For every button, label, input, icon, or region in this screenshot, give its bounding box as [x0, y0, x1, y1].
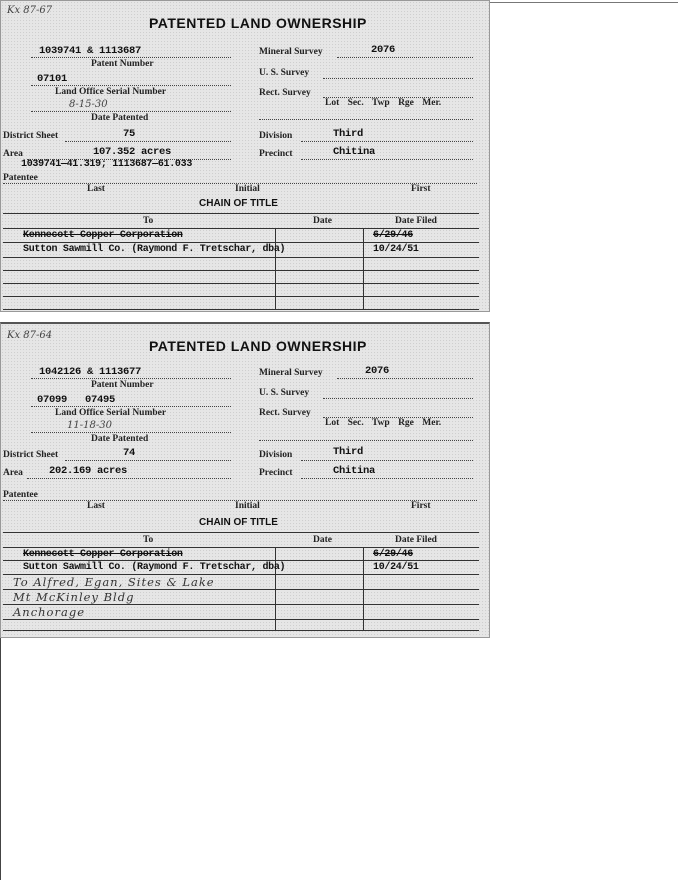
mineral-survey-value: 2076 — [365, 365, 390, 377]
date-patented-label: Date Patented — [91, 434, 149, 444]
initial-label: Initial — [235, 184, 260, 194]
chain-row-2-to: Sutton Sawmill Co. (Raymond F. Tretschar, dba) — [23, 562, 286, 573]
serial-number-label: Land Office Serial Number — [55, 87, 167, 97]
serial-number-label: Land Office Serial Number — [55, 408, 167, 418]
ownership-card-2 — [0, 322, 490, 638]
rect-survey-label: Rect. Survey — [259, 88, 311, 98]
date-column-header: Date — [313, 216, 332, 226]
date-patented-label: Date Patented — [91, 113, 149, 123]
precinct-label: Precinct — [259, 468, 293, 478]
date-patented-value: 8-15-30 — [69, 99, 108, 110]
initial-label: Initial — [235, 501, 260, 511]
area-label: Area — [3, 468, 23, 478]
chain-row-2-filed: 10/24/51 — [373, 244, 419, 255]
division-label: Division — [259, 450, 293, 460]
mineral-survey-label: Mineral Survey — [259, 47, 323, 57]
district-sheet-label: District Sheet — [3, 131, 59, 141]
district-sheet-value: 75 — [123, 128, 136, 140]
precinct-value: Chitina — [333, 465, 376, 477]
last-label: Last — [87, 501, 105, 511]
card-title: PATENTED LAND OWNERSHIP — [149, 338, 367, 354]
area-detail: 1039741—41.319; 1113687—61.033 — [21, 159, 193, 170]
chain-row-2-to: Sutton Sawmill Co. (Raymond F. Tretschar, dba) — [23, 244, 286, 255]
division-value: Third — [333, 446, 364, 458]
chain-row-1-to: Kennecott Copper Corporation — [23, 549, 183, 560]
division-label: Division — [259, 131, 293, 141]
us-survey-label: U. S. Survey — [259, 68, 310, 78]
date-filed-column-header: Date Filed — [395, 535, 437, 545]
chain-of-title-heading: CHAIN OF TITLE — [199, 198, 278, 209]
handwritten-line-3: Anchorage — [13, 605, 86, 619]
chain-row-2-filed: 10/24/51 — [373, 562, 419, 573]
card-note: Kx 87-67 — [7, 5, 53, 16]
us-survey-label: U. S. Survey — [259, 388, 310, 398]
patent-number-value: 1042126 & 1113677 — [39, 366, 142, 378]
date-column-header: Date — [313, 535, 332, 545]
page-top-edge — [490, 2, 678, 3]
rect-survey-label: Rect. Survey — [259, 408, 311, 418]
chain-of-title-heading: CHAIN OF TITLE — [199, 517, 278, 528]
precinct-value: Chitina — [333, 146, 376, 158]
to-column-header: To — [143, 535, 154, 545]
area-label: Area — [3, 149, 23, 159]
handwritten-line-1: To Alfred, Egan, Sites & Lake — [13, 575, 215, 589]
first-label: First — [411, 184, 431, 194]
serial-number-value: 07101 — [37, 73, 68, 85]
handwritten-line-2: Mt McKinley Bldg — [13, 590, 135, 604]
date-filed-column-header: Date Filed — [395, 216, 437, 226]
area-value: 107.352 acres — [93, 146, 172, 158]
area-value: 202.169 acres — [49, 465, 128, 477]
chain-row-1-filed: 6/29/46 — [373, 230, 413, 241]
ownership-card-1 — [0, 0, 490, 312]
chain-row-1-to: Kennecott Copper Corporation — [23, 230, 183, 241]
first-label: First — [411, 501, 431, 511]
mineral-survey-value: 2076 — [371, 44, 396, 56]
patent-number-label: Patent Number — [91, 59, 154, 69]
date-patented-value: 11-18-30 — [67, 420, 112, 431]
patentee-label: Patentee — [3, 490, 38, 500]
rect-survey-columns: Lot Sec. Twp Rge Mer. — [325, 98, 442, 108]
district-sheet-value: 74 — [123, 447, 136, 459]
serial-number-value: 07099 07495 — [37, 394, 116, 406]
to-column-header: To — [143, 216, 154, 226]
mineral-survey-label: Mineral Survey — [259, 368, 323, 378]
chain-row-1-filed: 6/29/46 — [373, 549, 413, 560]
card-title: PATENTED LAND OWNERSHIP — [149, 15, 367, 31]
patent-number-value: 1039741 & 1113687 — [39, 45, 142, 57]
district-sheet-label: District Sheet — [3, 450, 59, 460]
precinct-label: Precinct — [259, 149, 293, 159]
last-label: Last — [87, 184, 105, 194]
division-value: Third — [333, 128, 364, 140]
page-left-edge — [0, 638, 1, 880]
card-note: Kx 87-64 — [7, 330, 53, 341]
rect-survey-columns: Lot Sec. Twp Rge Mer. — [325, 418, 442, 428]
patentee-label: Patentee — [3, 173, 38, 183]
patent-number-label: Patent Number — [91, 380, 154, 390]
